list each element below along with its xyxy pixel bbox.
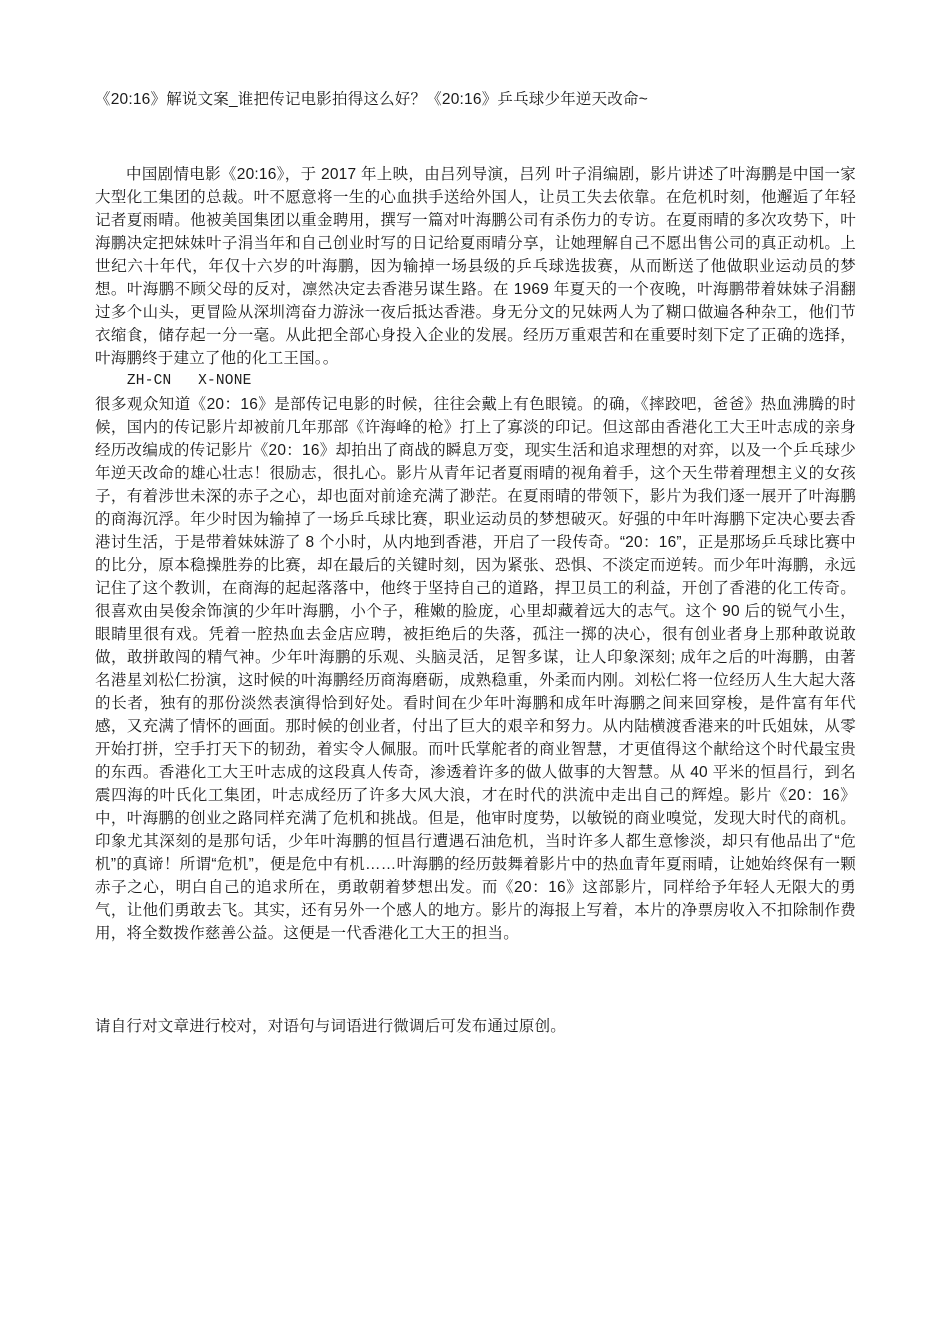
paragraph-review: 很多观众知道《20：16》是部传记电影的时候，往往会戴上有色眼镜。的确，《摔跤吧，爸爸》热血沸腾的时候，国内的传记影片却被前几年那部《许海峰的枪》打上了寡淡的印记。但这部由香港化工大王叶志成的亲身经历改编成的传记影片《20：16》却拍出了商战的瞬息万变，现实生活和追求理想的对弈，以及一个乒乓球少年逆天改命的雄心壮志！很励志，很扎心。影片从青年记者夏雨晴的视角着手，这个天生带着理想主义的女孩子，有着涉世未深的赤子之心，却也面对前途充满了渺茫。在夏雨晴的带领下，影片为我们逐一展开了叶海鹏的商海沉浮。年少时因为输掉了一场乒乓球比赛，职业运动员的梦想破灭。好强的中年叶海鹏下定决心要去香港讨生活，于是带着妹妹游了 8 个小时，从内地到香港，开启了一段传奇。“20：16”，正是那场乒乓球比赛中的比分，原本稳操胜券的比赛，却在最后的关键时刻，因为紧张、恐惧、不淡定而逆转。而少年叶海鹏，永远记住了这个教训，在商海的起起落落中，他终于坚持自己的道路，捍卫员工的利益，开创了香港的化工传奇。很喜欢由吴俊余饰演的少年叶海鹏，小个子，稚嫩的脸庞，心里却藏着远大的志气。这个 90 后的锐气小生，眼睛里很有戏。凭着一腔热血去金店应聘，被拒绝后的失落，孤注一掷的决心，很有创业者身上那种敢说敢做，敢拼敢闯的精气神。少年叶海鹏的乐观、头脑灵活，足智多谋，让人印象深刻; 成年之后的叶海鹏，由著名港星刘松仁扮演，这时候的叶海鹏经历商海磨砺，成熟稳重，外柔而内刚。刘松仁将一位经历人生大起大落的长者，独有的那份淡然表演得恰到好处。看时间在少年叶海鹏和成年叶海鹏之间来回穿梭，是件富有年代感，又充满了情怀的画面。那时候的创业者，付出了巨大的艰辛和努力。从内陆横渡香港来的叶氏姐妹，从零开始打拼，空手打天下的韧劲，着实令人佩服。而叶氏掌舵者的商业智慧，才更值得这个献给这个时代最宝贵的东西。香港化工大王叶志成的这段真人传奇，渗透着许多的做人做事的大智慧。从 40 平米的恒昌行，到名震四海的叶氏化工集团，叶志成经历了许多大风大浪，才在时代的洪流中走出自己的辉煌。影片《20：16》中，叶海鹏的创业之路同样充满了危机和挑战。但是，他审时度势，以敏锐的商业嗅觉，发现大时代的商机。印象尤其深刻的是那句话，少年叶海鹏的恒昌行遭遇石油危机，当时许多人都生意惨淡，却只有他品出了“危机”的真谛！所谓“危机”，便是危中有机……叶海鹏的经历鼓舞着影片中的热血青年夏雨晴，让她始终保有一颗赤子之心，明白自己的追求所在，勇敢朝着梦想出发。而《20：16》这部影片，同样给予年轻人无限大的勇气，让他们勇敢去飞。其实，还有另外一个感人的地方。影片的海报上写着，本片的净票房收入不扣除制作费用，将全数拨作慈善公益。这便是一代香港化工大王的担当。 bbox=[95, 396, 856, 942]
paragraph-synopsis: 中国剧情电影《20:16》，于 2017 年上映，由吕列导演，吕列 叶子涓编剧，影片讲述了叶海鹏是中国一家大型化工集团的总裁。叶不愿意将一生的心血拱手送给外国人，让员工失去依靠。在危机时刻，他邂逅了年轻记者夏雨晴。他被美国集团以重金聘用，撰写一篇对叶海鹏公司有杀伤力的专访。在夏雨晴的多次攻势下，叶海鹏决定把妹妹叶子涓当年和自己创业时写的日记给夏雨晴分享，让她理解自己不愿出售公司的真正动机。上世纪六十年代，年仅十六岁的叶海鹏，因为输掉一场县级的乒乓球选拔赛，从而断送了他做职业运动员的梦想。叶海鹏不顾父母的反对，凛然决定去香港另谋生路。在 1969 年夏天的一个夜晚，叶海鹏带着妹妹子涓翻过多个山头，更冒险从深圳湾奋力游泳一夜后抵达香港。身无分文的兄妹两人为了糊口做遍各种杂工，他们节衣缩食，储存起一分一毫。从此把全部心身投入企业的发展。经历万重艰苦和在重要时刻下定了正确的选择，叶海鹏终于建立了他的化工王国。。 bbox=[95, 166, 856, 367]
proofread-note: 请自行对文章进行校对，对语句与词语进行微调后可发布通过原创。 bbox=[95, 1018, 567, 1035]
locale-meta-line: ZH-CN X-NONE bbox=[126, 373, 252, 389]
document-title: 《20:16》解说文案_谁把传记电影拍得这么好？《20:16》乒乓球少年逆天改命~ bbox=[95, 91, 648, 108]
